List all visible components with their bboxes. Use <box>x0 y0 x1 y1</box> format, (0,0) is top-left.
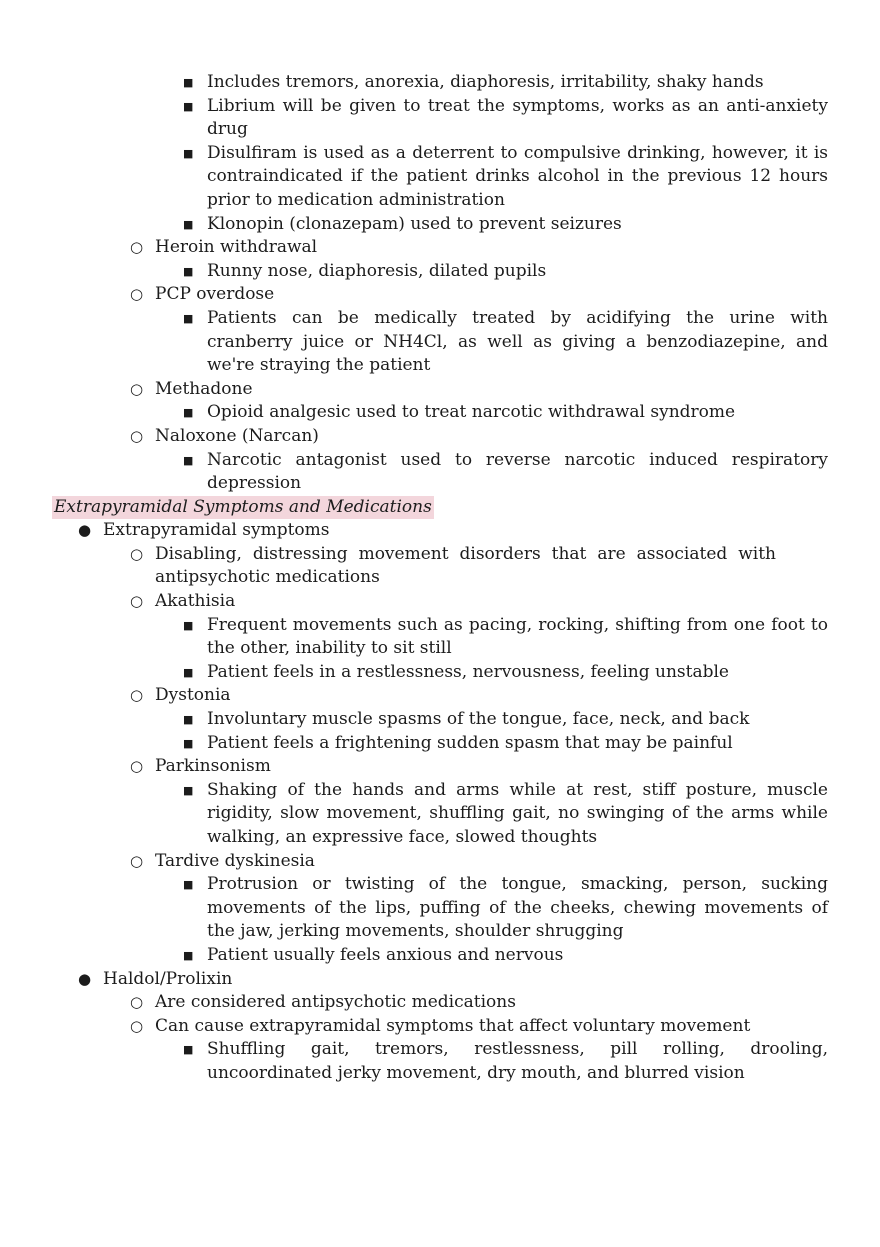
list-item <box>0 944 880 968</box>
bullet-circle-icon: ○ <box>130 851 144 870</box>
section-heading: Extrapyramidal Symptoms and Medications <box>52 496 434 520</box>
list-item-text: Can cause extrapyramidal symptoms that affect voluntary movement <box>155 1015 751 1036</box>
bullet-circle-icon: ○ <box>130 544 144 563</box>
bullet-disc-icon: ● <box>78 521 92 540</box>
list-item-text: Are considered antipsychotic medications <box>155 992 516 1013</box>
list-item-text: Disabling, distressing movement disorders that are associated with antipsychotic medications <box>155 543 776 588</box>
list-item <box>0 1015 880 1039</box>
list-item-text: Patient usually feels anxious and nervous <box>207 944 564 965</box>
list-item-text: Parkinsonism <box>155 756 271 777</box>
list-item <box>0 307 880 378</box>
list-item <box>0 661 880 685</box>
bullet-square-icon: ■ <box>183 1043 194 1057</box>
bullet-circle-icon: ○ <box>130 426 144 445</box>
bullet-circle-icon: ○ <box>130 993 144 1012</box>
list-item-text: Opioid analgesic used to treat narcotic withdrawal syndrome <box>207 402 736 423</box>
list-item <box>0 449 880 496</box>
list-item <box>0 425 880 449</box>
list-item-text: Shaking of the hands and arms while at rest, stiff posture, muscle rigidity, slow movement, shuffling gait, no swinging of the arms while walking, an expressive face, slowed thoughts <box>207 779 828 847</box>
list-item <box>0 95 880 142</box>
bullet-square-icon: ■ <box>183 406 194 420</box>
list-item-text: Includes tremors, anorexia, diaphoresis, irritability, shaky hands <box>207 72 764 92</box>
list-item-text: Patients can be medically treated by acidifying the urine with cranberry juice or NH4Cl, as well as giving a benzodiazepine, and we're straying the patient <box>207 307 828 376</box>
list-item <box>0 779 880 850</box>
bullet-square-icon: ■ <box>183 453 194 467</box>
bullet-square-icon: ■ <box>183 146 194 160</box>
list-item-text: Involuntary muscle spasms of the tongue, face, neck, and back <box>207 709 750 730</box>
list-item <box>0 213 880 237</box>
bullet-square-icon: ■ <box>183 736 194 750</box>
list-item <box>0 260 880 284</box>
list-item-text: PCP overdose <box>155 284 275 305</box>
list-item-text: Frequent movements such as pacing, rocking, shifting from one foot to the other, inability to sit still <box>207 614 828 659</box>
bullet-square-icon: ■ <box>183 99 194 113</box>
list-item-text: Haldol/Prolixin <box>103 968 233 989</box>
bullet-circle-icon: ○ <box>130 238 144 257</box>
list-item-text: Narcotic antagonist used to reverse narcotic induced respiratory depression <box>207 449 828 494</box>
list-item <box>0 543 880 590</box>
bullet-circle-icon: ○ <box>130 379 144 398</box>
list-item-text: Heroin withdrawal <box>155 237 318 258</box>
list-item <box>0 519 880 543</box>
list-item-text: Klonopin (clonazepam) used to prevent seizures <box>207 213 622 234</box>
bullet-square-icon: ■ <box>183 311 194 325</box>
list-item-text: Patient feels a frightening sudden spasm that may be painful <box>207 732 733 753</box>
list-item-text: Tardive dyskinesia <box>155 850 315 871</box>
list-item-text: Methadone <box>155 378 253 399</box>
bullet-square-icon: ■ <box>183 76 194 89</box>
list-item <box>0 236 880 260</box>
list-item <box>0 590 880 614</box>
bullet-square-icon: ■ <box>183 783 194 797</box>
list-item-text: Akathisia <box>155 591 236 612</box>
list-item-text: Runny nose, diaphoresis, dilated pupils <box>207 260 547 281</box>
list-item-text: Dystonia <box>155 685 231 706</box>
bullet-circle-icon: ○ <box>130 757 144 776</box>
list-item <box>0 708 880 732</box>
bullet-square-icon: ■ <box>183 217 194 231</box>
list-item-text: Librium will be given to treat the symptoms, works as an anti-anxiety drug <box>207 95 828 140</box>
list-item <box>0 991 880 1015</box>
bullet-circle-icon: ○ <box>130 686 144 705</box>
bullet-circle-icon: ○ <box>130 285 144 304</box>
list-item-text: Extrapyramidal symptoms <box>103 520 330 541</box>
list-item <box>0 401 880 425</box>
bullet-circle-icon: ○ <box>130 1016 144 1035</box>
list-item <box>0 71 880 95</box>
list-item <box>0 1038 880 1085</box>
list-item-text: Patient feels in a restlessness, nervousness, feeling unstable <box>207 661 729 682</box>
bullet-square-icon: ■ <box>183 713 194 727</box>
list-item <box>0 850 880 874</box>
bullet-square-icon: ■ <box>183 618 194 632</box>
list-item <box>0 755 880 779</box>
bullet-square-icon: ■ <box>183 264 194 278</box>
bullet-square-icon: ■ <box>183 948 194 962</box>
list-item <box>0 873 880 944</box>
list-item-text: Naloxone (Narcan) <box>155 425 319 446</box>
list-item <box>0 968 880 992</box>
section-heading-row <box>0 496 880 520</box>
list-item <box>0 142 880 213</box>
list-item <box>0 684 880 708</box>
list-item <box>0 614 880 661</box>
list-item <box>0 378 880 402</box>
list-item <box>0 732 880 756</box>
bullet-square-icon: ■ <box>183 878 194 892</box>
list-item-text: Disulfiram is used as a deterrent to compulsive drinking, however, it is contraindicated if the patient drinks alcohol in the previous 12 hours prior to medication administration <box>207 142 828 210</box>
list-item-text: Shuffling gait, tremors, restlessness, pill rolling, drooling, uncoordinated jerky movement, dry mouth, and blurred vision <box>207 1039 828 1083</box>
bullet-circle-icon: ○ <box>130 592 144 611</box>
list-item-text: Protrusion or twisting of the tongue, smacking, person, sucking movements of the lips, puffing of the cheeks, chewing movements of the jaw, jerking movements, shoulder shrugging <box>207 874 828 942</box>
bullet-square-icon: ■ <box>183 665 194 679</box>
list-item <box>0 283 880 307</box>
bullet-disc-icon: ● <box>78 969 92 988</box>
